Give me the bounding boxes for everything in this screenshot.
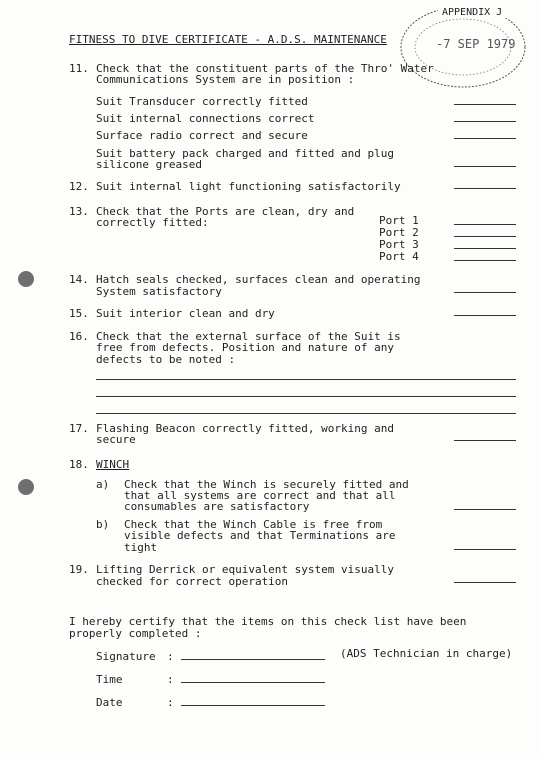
item-19-number: 19. — [69, 563, 89, 576]
signature-line[interactable] — [181, 659, 325, 660]
item-13-text-1: Check that the Ports are clean, dry and — [96, 205, 355, 218]
item-13-number: 13. — [69, 205, 89, 218]
item-13-text-2: correctly fitted: — [96, 216, 209, 229]
item-11-number: 11. — [69, 62, 89, 75]
punch-hole-top — [18, 271, 34, 287]
item-18-number: 18. — [69, 458, 89, 471]
item-16-number: 16. — [69, 330, 89, 343]
item-11-text-2: Communications System are in position : — [96, 73, 355, 86]
sub-item-battery-1: Suit battery pack charged and fitted and plug — [96, 147, 395, 160]
port-label: Port 1 — [379, 214, 419, 227]
item-18b-text-2: visible defects and that Terminations are — [124, 529, 396, 542]
item-12-number: 12. — [69, 180, 89, 193]
time-colon: : — [167, 673, 174, 686]
date-label: Date — [96, 696, 123, 709]
item-12-text: Suit internal light functioning satisfactorily — [96, 180, 401, 193]
check-line-19[interactable] — [454, 582, 516, 583]
item-17-number: 17. — [69, 422, 89, 435]
check-line-17[interactable] — [454, 440, 516, 441]
time-label: Time — [96, 673, 123, 686]
item-16-text-1: Check that the external surface of the Suit is — [96, 330, 401, 343]
item-18a-text-1: Check that the Winch is securely fitted and — [124, 478, 409, 491]
check-line-radio[interactable] — [454, 138, 516, 139]
defects-line[interactable] — [96, 379, 516, 380]
item-18b-text-3: tight — [124, 541, 158, 554]
check-line-port[interactable] — [454, 248, 516, 249]
check-line-port[interactable] — [454, 260, 516, 261]
check-line-12[interactable] — [454, 188, 516, 189]
item-18-title: WINCH — [96, 458, 130, 471]
check-line-14[interactable] — [454, 292, 516, 293]
item-18a-label: a) — [96, 478, 110, 491]
item-11-text-1: Check that the constituent parts of the Thro' Water — [96, 62, 434, 75]
check-line-18a[interactable] — [454, 509, 516, 510]
time-line[interactable] — [181, 682, 325, 683]
item-14-text-1: Hatch seals checked, surfaces clean and operating — [96, 273, 421, 286]
item-15-number: 15. — [69, 307, 89, 320]
check-line-transducer[interactable] — [454, 104, 516, 105]
item-17-text-2: secure — [96, 433, 136, 446]
item-16-text-2: free from defects. Position and nature of any — [96, 341, 395, 354]
check-line-port[interactable] — [454, 236, 516, 237]
item-17-text-1: Flashing Beacon correctly fitted, working and — [96, 422, 395, 435]
certification-text-1: I hereby certify that the items on this check list have been — [69, 615, 467, 628]
technician-note: (ADS Technician in charge) — [340, 647, 513, 660]
check-line-port[interactable] — [454, 224, 516, 225]
check-line-18b[interactable] — [454, 549, 516, 550]
certification-text-2: properly completed : — [69, 627, 202, 640]
check-line-connections[interactable] — [454, 121, 516, 122]
check-line-battery[interactable] — [454, 166, 516, 167]
item-14-number: 14. — [69, 273, 89, 286]
stamp-date: -7 SEP 1979 — [436, 37, 516, 51]
signature-colon: : — [167, 650, 174, 663]
sub-item-connections: Suit internal connections correct — [96, 112, 315, 125]
signature-label: Signature — [96, 650, 156, 663]
port-label: Port 4 — [379, 250, 419, 263]
punch-hole-bottom — [18, 479, 34, 495]
page-title: FITNESS TO DIVE CERTIFICATE - A.D.S. MAINTENANCE — [69, 33, 387, 46]
sub-item-battery-2: silicone greased — [96, 158, 202, 171]
item-18a-text-2: that all systems are correct and that all — [124, 489, 396, 502]
port-label: Port 2 — [379, 226, 419, 239]
defects-line[interactable] — [96, 413, 516, 414]
sub-item-transducer: Suit Transducer correctly fitted — [96, 95, 308, 108]
check-line-15[interactable] — [454, 315, 516, 316]
sub-item-radio: Surface radio correct and secure — [96, 129, 308, 142]
item-15-text: Suit interior clean and dry — [96, 307, 275, 320]
item-18a-text-3: consumables are satisfactory — [124, 500, 310, 513]
item-19-text-1: Lifting Derrick or equivalent system visually — [96, 563, 395, 576]
date-colon: : — [167, 696, 174, 709]
item-14-text-2: System satisfactory — [96, 285, 222, 298]
item-18b-label: b) — [96, 518, 110, 531]
port-label: Port 3 — [379, 238, 419, 251]
item-19-text-2: checked for correct operation — [96, 575, 289, 588]
defects-line[interactable] — [96, 396, 516, 397]
item-16-text-3: defects to be noted : — [96, 353, 236, 366]
appendix-label: APPENDIX J — [442, 7, 503, 18]
date-line[interactable] — [181, 705, 325, 706]
item-18b-text-1: Check that the Winch Cable is free from — [124, 518, 383, 531]
